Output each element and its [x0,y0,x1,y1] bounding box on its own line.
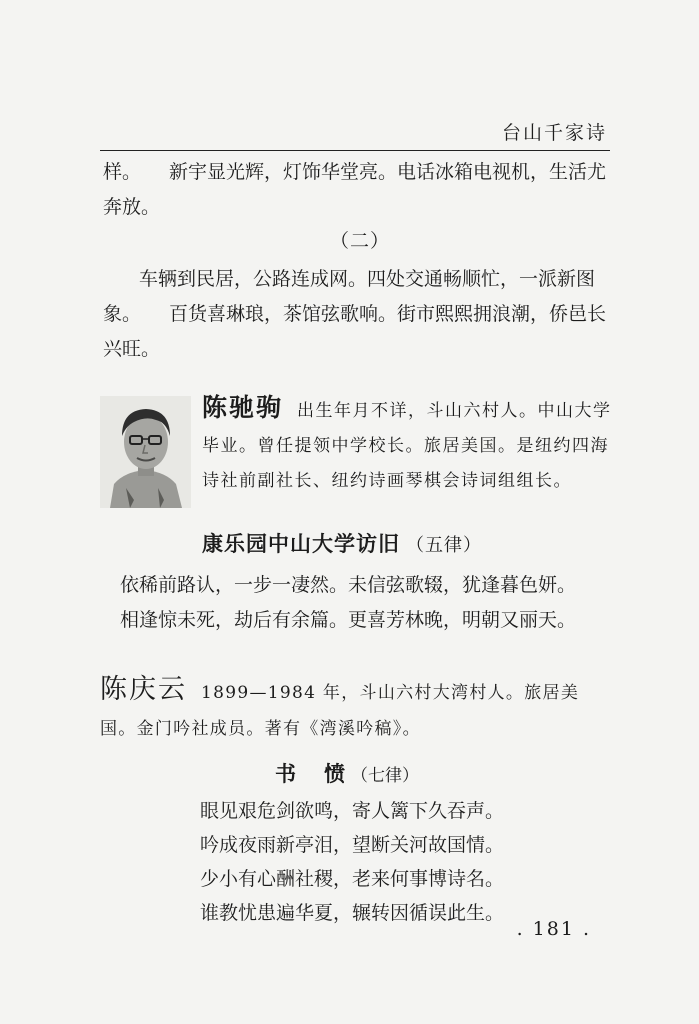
poem1-title [202,528,482,558]
poem1-title-text: 康乐园中山大学访旧 [202,532,400,556]
poem1-line: 依稀前路认，一步一凄然。未信弦歌辍，犹逢暮色妍。 [120,574,577,596]
poet2-name: 陈庆云 [100,674,187,705]
poem2-title [275,758,419,788]
poem1-form: （五律） [406,535,482,556]
poem2-form: （七律） [351,766,419,786]
continued-text-b: 新宇显光辉，灯饰华堂亮。电话冰箱电视机，生活尤奔放。 [103,161,607,218]
poet1-bio-text: 出生年月不详，斗山六村人。中山大学毕业。曾任提领中学校长。旅居美国。是纽约四海诗社前副社长、纽约诗画琴棋会诗词组组长。 [202,401,612,491]
poet-portrait-photo [100,396,191,508]
poet2-bio [100,672,615,747]
header-rule [100,150,610,151]
poem2-line: 吟成夜雨新亭泪，望断关河故国情。 [200,834,505,856]
poem1-line: 相逢惊未死，劫后有余篇。更喜芳林晚，明朝又丽天。 [120,609,577,631]
poet2-bio-text: 1899—1984 年，斗山六村大湾村人。旅居美国。金门吟社成员。著有《湾溪吟稿》。 [100,683,580,739]
section-text-a: 车辆到民居，公路连成网。四处交通畅顺忙，一派新图象。 [103,268,596,325]
portrait-image [100,396,191,508]
poet1-bio [202,390,612,499]
section-number: （二） [330,230,391,252]
section-text-b: 百货喜琳琅，茶馆弦歌响。街市熙熙拥浪潮，侨邑长兴旺。 [103,303,607,360]
poem2-title-char-2: 愤 [324,762,345,786]
poem1-body [120,568,620,638]
section-paragraph [103,262,613,367]
running-header-title: 台山千家诗 [501,122,607,144]
poem2-line: 谁教忧患遍华夏，辗转因循误此生。 [200,902,505,924]
continued-paragraph [103,155,613,225]
continued-text-a: 样。 [103,161,142,183]
poem2-body [200,794,600,930]
poem2-line: 少小有心酬社稷，老来何事博诗名。 [200,868,505,890]
poem2-title-char-1: 书 [275,762,296,786]
page-number: . 181 . [516,918,591,940]
poet1-name: 陈驰驹 [202,393,284,422]
poem2-line: 眼见艰危剑欲鸣，寄人篱下久吞声。 [200,800,505,822]
